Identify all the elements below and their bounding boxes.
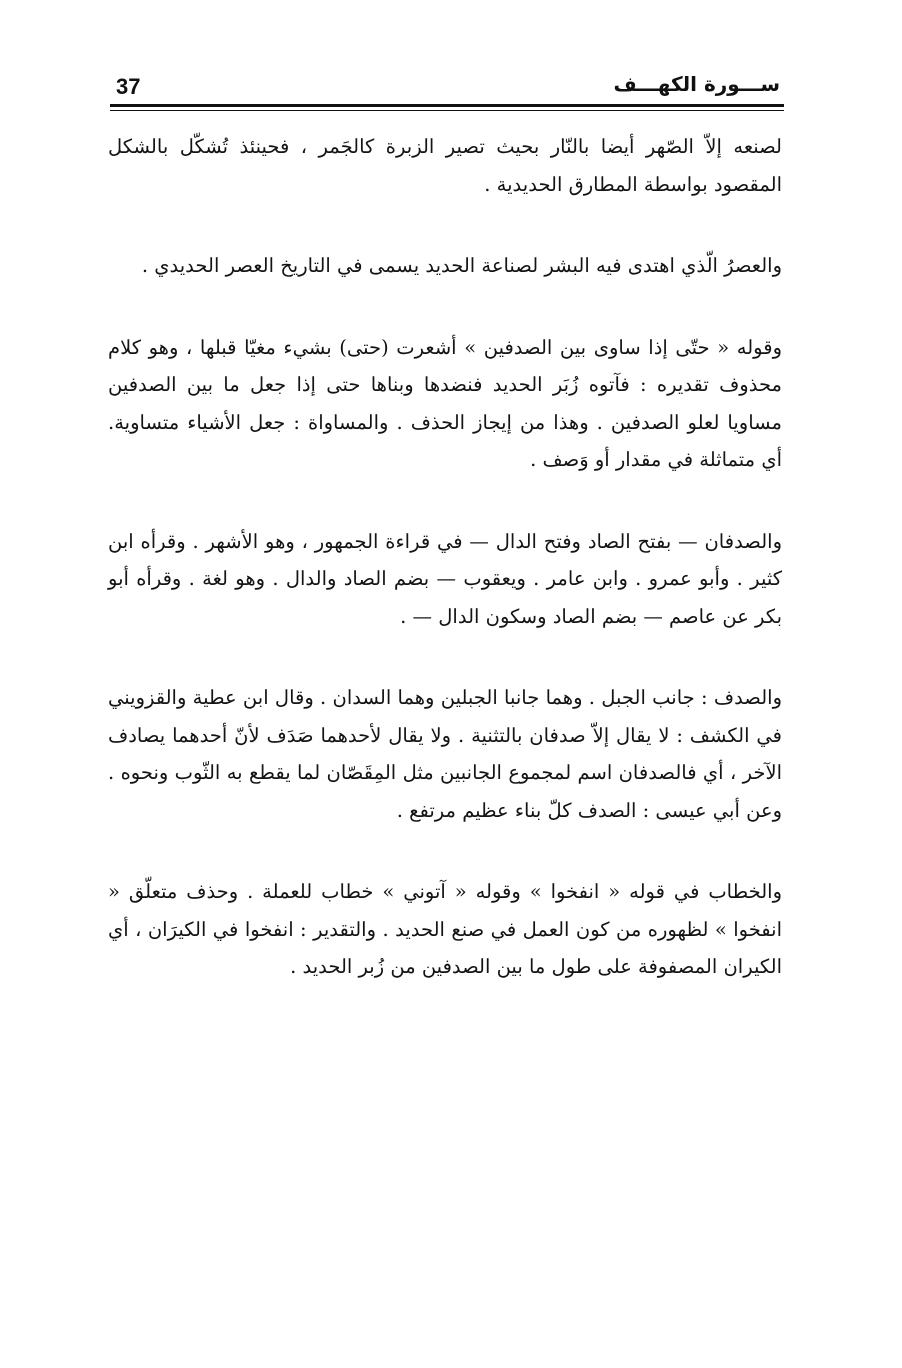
body-text <box>108 128 782 1030</box>
paragraph-2: والعصرُ الّذي اهتدى فيه البشر لصناعة الحديد يسمى في التاريخ العصر الحديدي . <box>141 254 782 277</box>
paragraph-4: والصدفان — بفتح الصاد وفتح الدال — في قراءة الجمهور ، وهو الأشهر . وقرأه ابن كثير . وأبو عمرو . وابن عامر . ويعقوب — بضم الصاد والدال . وهو لغة . وقرأه أبو بكر عن عاصم — بضم الصاد وسكون الدال — . <box>108 529 782 628</box>
header-rule-thick <box>110 104 784 107</box>
paragraph-1: لصنعه إلاّ الصّهر أيضا بالنّار بحيث تصير الزبرة كالجَمر ، فحينئذ تُشكّل بالشكل المقصود بواسطة المطارق الحديدية . <box>108 135 782 196</box>
page-number: 37 <box>116 74 141 99</box>
paragraph-6: والخطاب في قوله « انفخوا » وقوله « آتوني » خطاب للعملة . وحذف متعلّق « انفخوا » لظهوره من كون العمل في صنع الحديد . والتقدير : انفخوا في الكيرَان ، أي الكيران المصفوفة على طول ما بين الصدفين من زُبر الحديد . <box>108 880 782 978</box>
paragraph-3: وقوله « حتّى إذا ساوى بين الصدفين » أشعرت (حتى) بشيء مغيّا قبلها ، وهو كلام محذوف تقديره : فآتوه زُبَر الحديد فنضدها وبناها حتى إذا جعل ما بين الصدفين مساويا لعلو الصدفين . وهذا من إيجاز الحذف . والمساواة : جعل الأشياء متساوية. أي متماثلة في مقدار أو وَصف . <box>108 335 782 471</box>
page-header <box>110 72 784 106</box>
running-title: ســـورة الكهـــف <box>613 72 780 96</box>
paragraph-5: والصدف : جانب الجبل . وهما جانبا الجبلين وهما السدان . وقال ابن عطية والقزويني في الكشف : لا يقال إلاّ صدفان بالتثنية . ولا يقال لأحدهما صَدَف لأنّ أحدهما يصادف الآخر ، أي فالصدفان اسم لمجموع الجانبين مثل المِقَصّان لما يقطع به الثّوب ونحوه . وعن أبي عيسى : الصدف كلّ بناء عظيم مرتفع . <box>108 686 782 822</box>
header-rule-thin <box>110 110 784 111</box>
